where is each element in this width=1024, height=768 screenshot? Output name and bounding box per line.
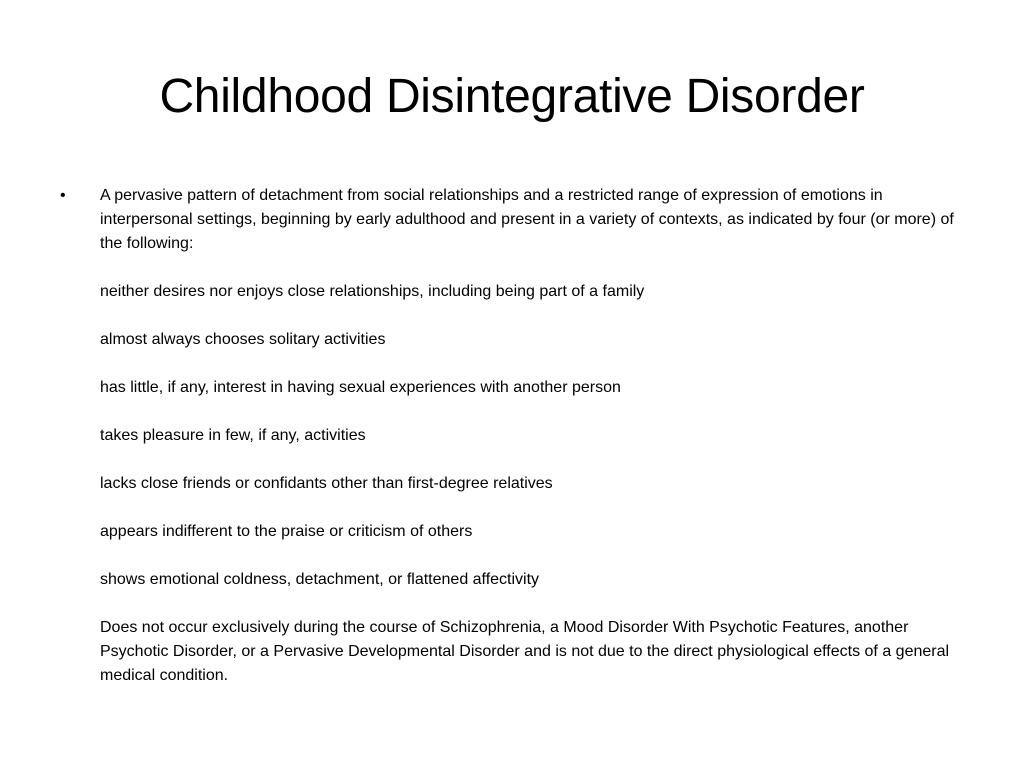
criterion-item: shows emotional coldness, detachment, or flattened affectivity bbox=[100, 571, 540, 588]
intro-paragraph: A pervasive pattern of detachment from social relationships and a restricted range of expression of emotions in interpersonal settings, beginning by early adulthood and present in a variety of contexts, as indicated by four (or more) of the following: bbox=[100, 187, 954, 252]
criterion-item: has little, if any, interest in having sexual experiences with another person bbox=[100, 379, 621, 396]
criterion-item: takes pleasure in few, if any, activities bbox=[100, 427, 366, 444]
bullet-item bbox=[58, 184, 958, 688]
bullet-marker: • bbox=[60, 187, 66, 204]
criterion-item: neither desires nor enjoys close relationships, including being part of a family bbox=[100, 283, 645, 300]
criterion-item: almost always chooses solitary activities bbox=[100, 331, 386, 348]
criterion-item: appears indifferent to the praise or criticism of others bbox=[100, 523, 473, 540]
slide-content bbox=[58, 184, 958, 688]
bullet-body bbox=[100, 184, 958, 688]
slide-title: Childhood Disintegrative Disorder bbox=[159, 70, 865, 123]
exclusion-paragraph: Does not occur exclusively during the course of Schizophrenia, a Mood Disorder With Psychotic Features, another Psychotic Disorder, or a Pervasive Developmental Disorder and is not due to the direct physiological effects of a general medical condition. bbox=[100, 619, 950, 684]
criterion-item: lacks close friends or confidants other than first-degree relatives bbox=[100, 475, 553, 492]
